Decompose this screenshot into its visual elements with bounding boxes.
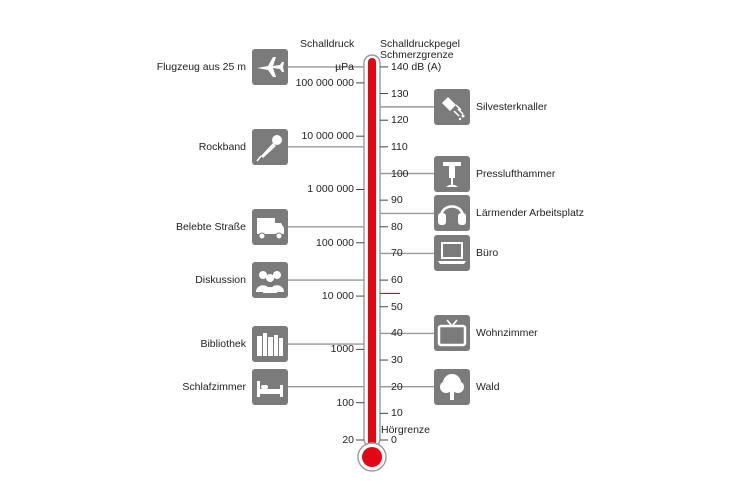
left-item-label: Bibliothek: [200, 338, 246, 351]
thermometer-bulb: [362, 447, 382, 467]
level-header: Schalldruckpegel: [380, 38, 460, 50]
db-tick-label: 30: [391, 354, 403, 367]
right-item-label: Lärmender Arbeitsplatz: [476, 207, 584, 220]
right-item-label: Wohnzimmer: [476, 327, 538, 340]
db-tick-label: 10: [391, 407, 403, 420]
left-item-label: Belebte Straße: [175, 220, 246, 233]
pressure-tick-label: 100: [336, 396, 354, 409]
db-tick-label: 40: [391, 327, 403, 340]
db-tick-label: 110: [391, 140, 408, 153]
right-item-label: Büro: [476, 247, 499, 260]
pressure-tick-label: 10 000 000: [301, 130, 354, 143]
db-tick-label: 130: [391, 87, 409, 100]
pressure-tick-label: 20: [342, 434, 354, 446]
pain-threshold-label: Schmerzgrenze: [380, 49, 454, 61]
right-item-label: Presslufthammer: [476, 167, 556, 180]
pressure-tick-label: 100 000 000: [295, 76, 354, 89]
truck-icon: [252, 209, 288, 245]
db-tick-label: 90: [391, 194, 403, 207]
pressure-tick-label: 100 000: [316, 236, 354, 249]
left-item-label: Diskussion: [195, 274, 246, 287]
pressure-tick-label: 10 000: [321, 290, 354, 303]
firework-icon: [434, 89, 470, 125]
pressure-header: Schalldruck: [300, 38, 355, 50]
ear-protection-icon: [434, 195, 470, 231]
bed-icon: [252, 369, 288, 405]
jackhammer-icon: [434, 156, 470, 192]
db-tick-label: 20: [391, 380, 403, 393]
db-tick-label: 120: [391, 114, 409, 127]
pressure-tick-label: 1 000 000: [307, 183, 354, 196]
db-tick-label: 70: [391, 247, 403, 260]
db-tick-label: 60: [391, 274, 403, 287]
books-icon: [252, 326, 288, 362]
hearing-threshold-label: Hörgrenze: [381, 424, 431, 436]
left-item-label: Flugzeug aus 25 m: [156, 60, 246, 73]
pressure-tick-label: µPa: [335, 60, 354, 73]
people-icon: [252, 262, 288, 298]
left-item-label: Rockband: [198, 140, 246, 153]
airplane-icon: [252, 49, 288, 85]
right-item-label: Wald: [476, 380, 500, 393]
microphone-icon: [252, 129, 288, 165]
db-tick-label: 0: [391, 434, 397, 446]
db-tick-label: 50: [391, 300, 403, 313]
db-tick-label: 100: [391, 167, 409, 180]
db-tick-label: 80: [391, 220, 403, 233]
thermometer-fill: [368, 58, 376, 450]
left-item-label: Schlafzimmer: [182, 380, 246, 393]
right-item-label: Silvesterknaller: [476, 100, 548, 113]
db-tick-label: 140 dB (A): [391, 60, 442, 73]
tree-icon: [434, 369, 470, 405]
laptop-icon: [434, 235, 470, 271]
tv-icon: [434, 315, 470, 351]
pressure-tick-label: 1000: [330, 343, 354, 356]
